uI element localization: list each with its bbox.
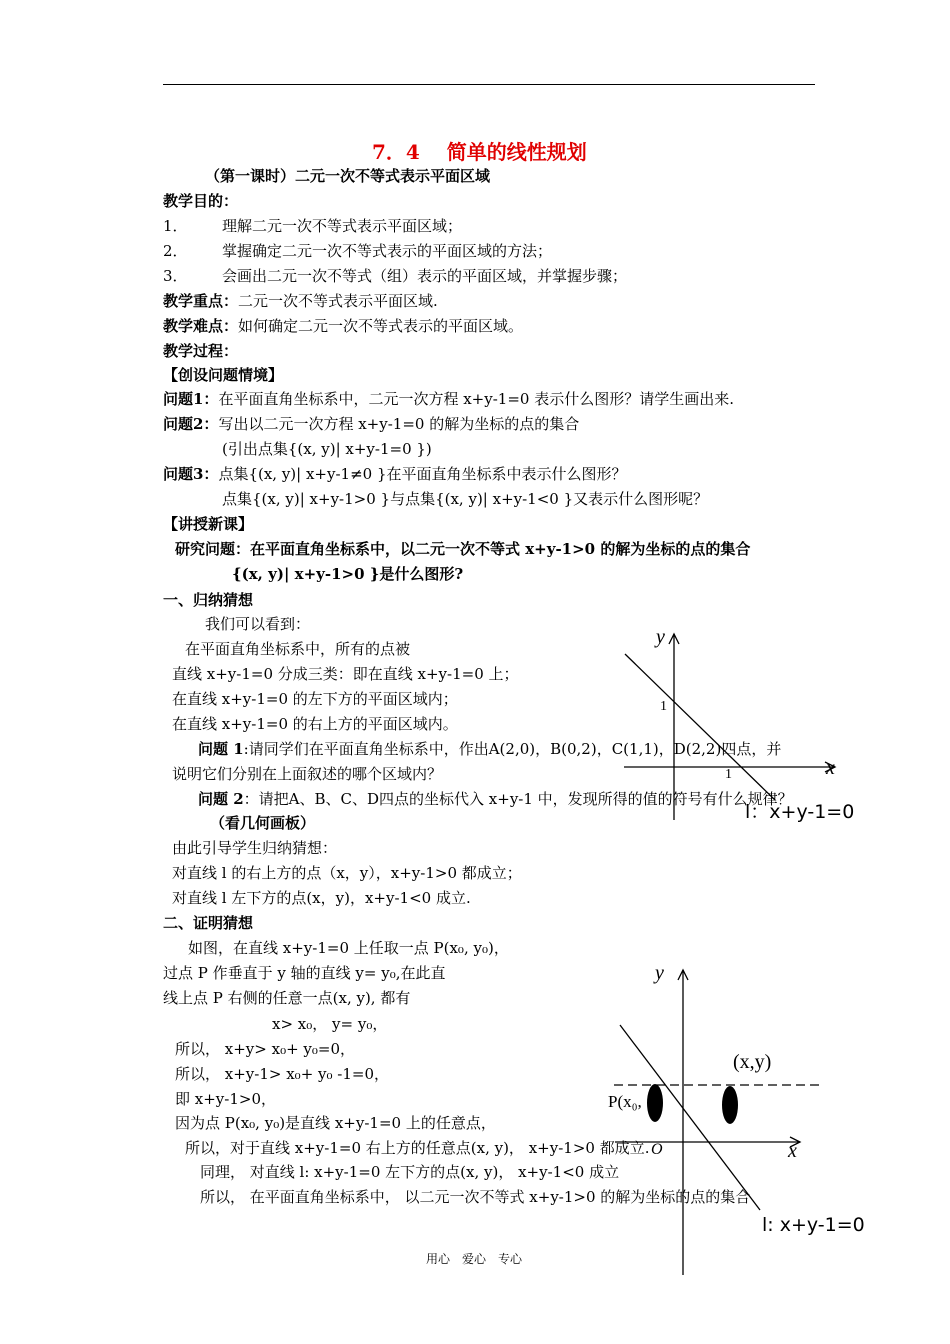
fig2-point-p-marker — [647, 1084, 663, 1122]
q1-text: 在平面直角坐标系中，二元一次方程 x+y-1=0 表示什么图形？请学生画出来. — [218, 390, 734, 408]
header-rule — [163, 84, 815, 85]
fig2-y-arrow — [678, 970, 688, 980]
objective-text: 掌握确定二元一次不等式表示的平面区域的方法； — [222, 242, 553, 260]
part1-question-2 — [198, 788, 793, 809]
part1-line: 我们可以看到： — [205, 615, 311, 633]
q3-label: 问题3： — [163, 465, 219, 483]
fig2-point-xy-marker — [722, 1086, 738, 1124]
guess-1: 对直线 l 的右上方的点（x，y），x+y-1>0 都成立； — [172, 864, 522, 882]
key-point-label: 教学重点： — [163, 292, 239, 310]
fig1-y-arrow — [669, 634, 679, 644]
part2-line: 同理， 对直线 l: x+y-1=0 左下方的点(x, y)， x+y-1<0 成立 — [200, 1163, 620, 1181]
part2-line: 因为点 P(x₀, y₀)是直线 x+y-1=0 上的任意点， — [175, 1114, 496, 1132]
fig2-x-label: x — [788, 1140, 797, 1162]
part1-line: 在平面直角坐标系中，所有的点被 — [185, 640, 411, 658]
q2-note: (引出点集{(x, y)| x+y-1=0 }) — [222, 440, 432, 458]
part1-line: 在直线 x+y-1=0 的右上方的平面区域内。 — [172, 715, 458, 733]
objective-text: 会画出二元一次不等式（组）表示的平面区域，并掌握步骤； — [222, 267, 628, 285]
part1-q1-text: :请同学们在平面直角坐标系中，作出A(2,0)，B(0,2)，C(1,1)，D(2,2)四点，并 — [243, 740, 782, 758]
part2-line: 所以，对于直线 x+y-1=0 右上方的任意点(x, y)， x+y-1>0 都成立. — [185, 1139, 650, 1157]
research-question: 研究问题：在平面直角坐标系中，以二元一次不等式 x+y-1>0 的解为坐标的点的集合 — [175, 540, 751, 558]
q2-label: 问题2： — [163, 415, 219, 433]
lesson-subtitle: （第一课时）二元一次不等式表示平面区域 — [205, 167, 491, 185]
objectives-label: 教学目的： — [163, 192, 239, 210]
part2-line: 所以， 在平面直角坐标系中， 以二元一次不等式 x+y-1>0 的解为坐标的点的集合 — [200, 1188, 751, 1206]
q2-text: 写出以二元一次方程 x+y-1=0 的解为坐标的点的集合 — [218, 415, 580, 433]
fig1-x-label: x — [826, 757, 835, 779]
part1-line: 直线 x+y-1=0 分成三类：即在直线 x+y-1=0 上； — [172, 665, 519, 683]
geo-note: （看几何画板） — [210, 814, 316, 832]
part1-q1-text2: 说明它们分别在上面叙述的哪个区域内？ — [172, 765, 443, 783]
difficulty — [163, 315, 523, 336]
part1-q1-label: 问题 1 — [198, 740, 244, 758]
part1-q2-label: 问题 2 — [198, 790, 244, 808]
fig2-line-label: l: x+y-1=0 — [762, 1214, 865, 1236]
objective-num: 2． — [163, 242, 188, 260]
part2-heading: 二、证明猜想 — [163, 914, 254, 932]
part2-line: 过点 P 作垂直于 y 轴的直线 y= y₀,在此直 — [163, 964, 446, 982]
fig2-origin-label: O — [651, 1141, 663, 1158]
q1-label: 问题1： — [163, 390, 219, 408]
question-1 — [163, 388, 734, 409]
q3-text: 点集{(x, y)| x+y-1≠0 }在平面直角坐标系中表示什么图形？ — [218, 465, 627, 483]
guess-intro: 由此引导学生归纳猜想： — [172, 839, 338, 857]
page-footer: 用心 爱心 专心 — [426, 1252, 523, 1266]
difficulty-text: 如何确定二元一次不等式表示的平面区域。 — [238, 317, 524, 335]
process-label: 教学过程： — [163, 342, 239, 360]
objective-num: 3． — [163, 267, 188, 285]
objective-num: 1． — [163, 217, 188, 235]
fig2-y-label: y — [655, 962, 664, 984]
guess-2: 对直线 l 左下方的点(x，y)，x+y-1<0 成立. — [172, 889, 471, 907]
fig1-y-label: y — [656, 626, 665, 648]
part1-q2-text: ：请把A、B、C、D四点的坐标代入 x+y-1 中，发现所得的值的符号有什么规律？ — [243, 790, 793, 808]
question-3 — [163, 463, 627, 484]
key-point — [163, 290, 438, 311]
fig2-xy-label: (x,y) — [733, 1051, 772, 1073]
part2-line: x> x₀， y= y₀， — [272, 1015, 388, 1033]
q3-line2: 点集{(x, y)| x+y-1>0 }与点集{(x, y)| x+y-1<0 }又表示什么图形呢？ — [222, 490, 709, 508]
fig1-tick-y: 1 — [660, 699, 667, 714]
section-new: 【讲授新课】 — [163, 515, 254, 533]
part2-line: 即 x+y-1>0， — [175, 1090, 276, 1108]
page-title: 7．4 简单的线性规划 — [372, 140, 587, 164]
research-question-2: {(x, y)| x+y-1>0 }是什么图形? — [232, 565, 464, 583]
objective-text: 理解二元一次不等式表示平面区域； — [222, 217, 463, 235]
fig1-tick-x: 1 — [725, 767, 732, 782]
key-point-text: 二元一次不等式表示平面区域. — [238, 292, 438, 310]
part2-line: 所以， x+y-1> x₀+ y₀ -1=0， — [175, 1065, 390, 1083]
section-situation: 【创设问题情境】 — [163, 366, 284, 384]
part1-line: 在直线 x+y-1=0 的左下方的平面区域内； — [172, 690, 458, 708]
part2-line: 所以， x+y> x₀+ y₀=0， — [175, 1040, 356, 1058]
part1-heading: 一、归纳猜想 — [163, 591, 254, 609]
part1-question-1 — [198, 738, 781, 759]
fig1-line-label: l：x+y-1=0 — [745, 801, 855, 823]
question-2 — [163, 413, 579, 434]
part2-line: 线上点 P 右侧的任意一点(x, y), 都有 — [163, 989, 411, 1007]
fig1-line-l — [625, 654, 775, 800]
part2-line: 如图，在直线 x+y-1=0 上任取一点 P(x₀, y₀)， — [188, 939, 509, 957]
difficulty-label: 教学难点： — [163, 317, 239, 335]
fig2-p-label: P(x₀, — [608, 1092, 642, 1111]
